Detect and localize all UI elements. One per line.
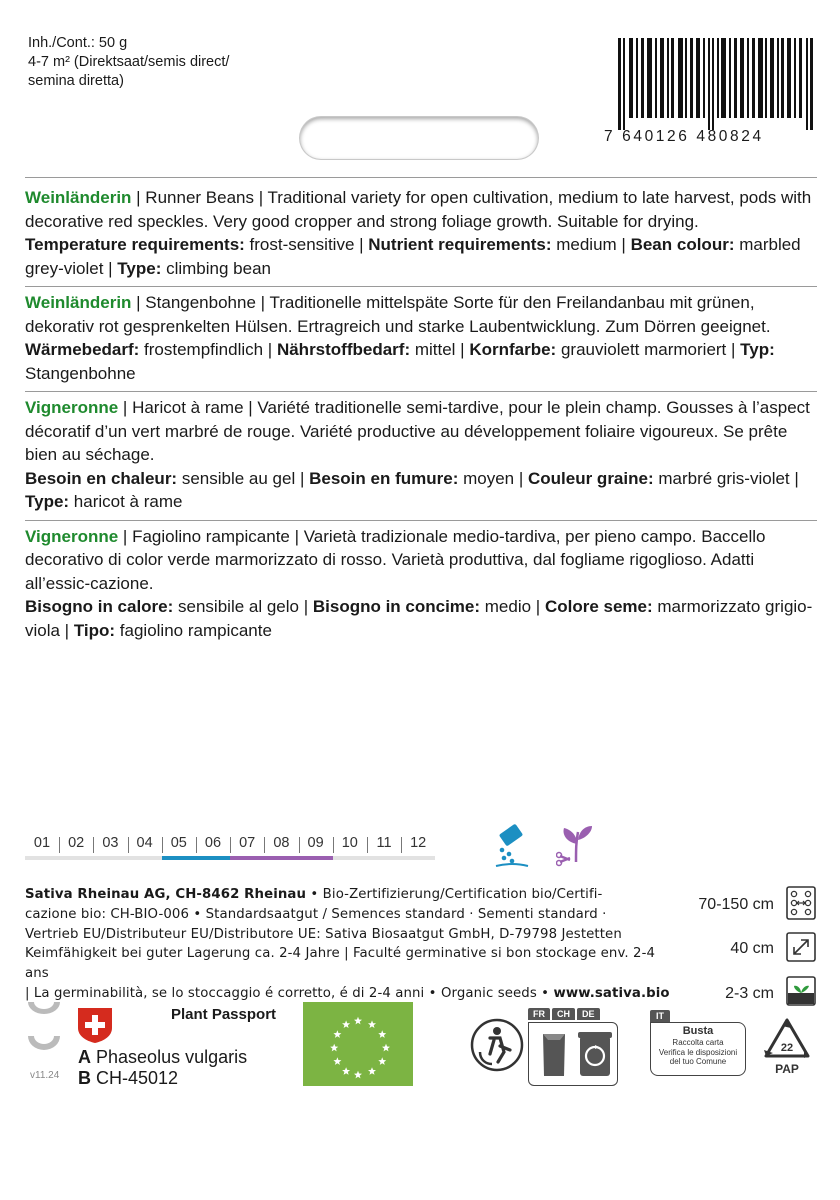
passport-b-value: CH-45012 bbox=[96, 1068, 179, 1088]
month-separator bbox=[401, 837, 402, 853]
month-separator bbox=[128, 837, 129, 853]
month-separator bbox=[59, 837, 60, 853]
sowing-calendar bbox=[25, 835, 435, 865]
company-line1: • Bio-Zertifizierung/Certification bio/Certifi- bbox=[306, 887, 603, 902]
busta-title: Busta bbox=[682, 1025, 714, 1037]
section-fr bbox=[25, 391, 817, 520]
version-label: v11.24 bbox=[30, 1070, 60, 1081]
attr-label: Nährstoffbedarf: bbox=[276, 340, 411, 359]
month-separator bbox=[93, 837, 94, 853]
swiss-flag-icon bbox=[76, 1006, 114, 1044]
attr-value: marbré gris-violet | bbox=[653, 468, 799, 488]
section-en bbox=[25, 177, 817, 286]
harvest-icon bbox=[556, 822, 598, 868]
variety-name: Weinländerin bbox=[25, 293, 132, 312]
attr-label: Bisogno in concime: bbox=[312, 597, 481, 616]
variety-name: Vigneronne bbox=[25, 526, 119, 546]
company-website: www.sativa.bio bbox=[553, 985, 670, 1001]
sowing-period-bar bbox=[162, 856, 196, 860]
variety-descriptions bbox=[25, 177, 817, 648]
month-separator bbox=[196, 837, 197, 853]
month-label: 04 bbox=[136, 835, 153, 851]
attr-value: haricot à rame bbox=[69, 492, 183, 511]
busta-line2: Verifica le disposizioni bbox=[658, 1047, 738, 1057]
attr-value: mittel | bbox=[410, 340, 470, 359]
variety-description: | Fagiolino rampicante | Varietà tradizionale medio-tardiva, per pieno campo. Baccello decorativo di color verde marmorizzato di rosso. Varietà produttiva, dal fogliame rigoglioso. Adatti all’essic-cazione. bbox=[25, 526, 766, 593]
passport-code bbox=[78, 1068, 178, 1089]
recycling-bin-icon bbox=[578, 1030, 612, 1078]
country-tabs bbox=[528, 1008, 618, 1020]
company-name: Sativa Rheinau AG, CH-8462 Rheinau bbox=[25, 887, 307, 902]
passport-species bbox=[78, 1047, 247, 1068]
busta-info bbox=[650, 1010, 746, 1076]
barcode-number: 7 640126 480824 bbox=[604, 128, 764, 145]
attr-label: Bisogno in calore: bbox=[25, 597, 174, 616]
attr-label: Colore seme: bbox=[544, 597, 653, 616]
attr-value: climbing bean bbox=[161, 258, 271, 278]
barcode bbox=[618, 38, 814, 130]
variety-name: Weinländerin bbox=[25, 188, 132, 207]
plant-spacing-icon bbox=[786, 932, 816, 962]
company-line2: cazione bio: CH-BIO-006 • Standardsaatgut / Semences standard · Sementi standard · bbox=[25, 906, 607, 922]
company-line4: Keimfähigkeit bei guter Lagerung ca. 2-4 Jahre | Faculté germinative si bon stockage env. 2-4 ans bbox=[25, 946, 656, 982]
attr-label: Bean colour: bbox=[630, 235, 735, 254]
attr-value: frostempfindlich | bbox=[139, 340, 277, 359]
variety-description: | Runner Beans | Traditional variety for open cultivation, medium to late harvest, pods with decorative red speckles. Very good cropper and strong foliage growth. Suitable for drying. bbox=[25, 188, 812, 231]
attr-label: Kornfarbe: bbox=[469, 340, 557, 359]
sowing-depth-icon bbox=[786, 976, 816, 1006]
passport-a-value: Phaseolus vulgaris bbox=[96, 1047, 248, 1067]
sowing-depth: 2-3 cm bbox=[725, 985, 774, 1002]
month-label: 10 bbox=[341, 835, 358, 851]
busta-line3: del tuo Comune bbox=[669, 1057, 727, 1066]
variety-name: Vigneronne bbox=[25, 398, 119, 417]
month-separator bbox=[230, 837, 231, 853]
month-label: 11 bbox=[376, 835, 392, 851]
passport-b-label: B bbox=[78, 1068, 91, 1088]
passport-a-label: A bbox=[78, 1047, 91, 1067]
attr-value: sensible au gel | bbox=[177, 468, 310, 488]
triman-icon bbox=[470, 1018, 524, 1072]
area-line-2: semina diretta) bbox=[28, 73, 124, 89]
company-line3: Vertrieb EU/Distributeur EU/Distributore UE: Sativa Biosaatgut GmbH, D-79798 Jestetten bbox=[25, 926, 622, 942]
attr-label: Type: bbox=[25, 492, 70, 511]
month-label: 09 bbox=[307, 835, 324, 851]
month-label: 07 bbox=[239, 835, 256, 851]
hang-hole bbox=[300, 117, 538, 159]
month-label: 02 bbox=[68, 835, 85, 851]
moon-phase-icon bbox=[26, 1000, 62, 1068]
section-de bbox=[25, 286, 817, 391]
attr-value: marmorizzato grigio-viola | bbox=[25, 597, 813, 640]
attr-label: Type: bbox=[117, 258, 162, 278]
month-label: 08 bbox=[273, 835, 290, 851]
company-line5: | La germinabilità, se lo stoccaggio é corretto, é di 2-4 anni • Organic seeds • bbox=[25, 985, 554, 1001]
attr-value: frost-sensitive | bbox=[244, 235, 369, 254]
company-info bbox=[25, 885, 670, 1004]
attr-label: Temperature requirements: bbox=[25, 235, 245, 254]
month-label: 05 bbox=[170, 835, 187, 851]
country-tab: CH bbox=[552, 1008, 575, 1020]
attr-value: grauviolett marmoriert | bbox=[556, 340, 741, 359]
pap-label: PAP bbox=[775, 1062, 799, 1076]
attr-value: medio | bbox=[480, 597, 545, 616]
busta-line1: Raccolta carta bbox=[672, 1038, 724, 1047]
variety-description: | Haricot à rame | Variété traditionelle semi-tardive, pour le plein champ. Gousses à l’aspect décoratif d’un vert marbré de rouge. Variété productive au développement foliaire vigoureux. Se prête bien au séchage. bbox=[25, 398, 810, 464]
country-sorting-block bbox=[528, 1008, 618, 1086]
attr-value: fagiolino rampicante bbox=[115, 620, 272, 640]
month-label: 01 bbox=[33, 835, 51, 851]
month-label: 12 bbox=[410, 835, 427, 851]
attr-value: Stangenbohne bbox=[25, 363, 136, 383]
row-spacing: 70-150 cm bbox=[698, 896, 774, 913]
attr-label: Besoin en fumure: bbox=[309, 468, 459, 488]
attr-label: Tipo: bbox=[73, 620, 116, 640]
attr-label: Typ: bbox=[740, 340, 775, 359]
attr-label: Besoin en chaleur: bbox=[25, 468, 178, 488]
area-line-1: 4-7 m² (Direktsaat/semis direct/ bbox=[28, 54, 230, 70]
month-separator bbox=[333, 837, 334, 853]
month-separator bbox=[299, 837, 300, 853]
attr-label: Couleur graine: bbox=[527, 468, 654, 488]
month-separator bbox=[264, 837, 265, 853]
harvest-period-bar bbox=[230, 856, 264, 860]
row-spacing-icon bbox=[786, 886, 816, 920]
month-separator bbox=[162, 837, 163, 853]
harvest-period-bar bbox=[299, 856, 333, 860]
pap-number: 22 bbox=[780, 1042, 794, 1054]
plant-spacing: 40 cm bbox=[730, 940, 774, 957]
watering-can-icon bbox=[492, 822, 532, 870]
country-tab: FR bbox=[528, 1008, 550, 1020]
country-tab: DE bbox=[577, 1008, 600, 1020]
it-tab: IT bbox=[650, 1010, 670, 1022]
attr-value: sensibile al gelo | bbox=[173, 597, 313, 616]
variety-description: | Stangenbohne | Traditionelle mittelspäte Sorte für den Freilandanbau mit grünen, dekorativ rot gesprenkelten Hülsen. Ertragreich und starke Laubentwicklung. Zum Dörren geeignet. bbox=[25, 293, 771, 336]
harvest-period-bar bbox=[264, 856, 298, 860]
section-it bbox=[25, 520, 817, 649]
plant-passport-title: Plant Passport bbox=[171, 1006, 277, 1023]
month-label: 06 bbox=[204, 835, 222, 851]
net-content: Inh./Cont.: 50 g bbox=[28, 35, 128, 51]
pap-recycle-icon bbox=[758, 1016, 816, 1076]
eu-organic-logo bbox=[303, 1002, 413, 1086]
sowing-period-bar bbox=[196, 856, 230, 860]
month-label: 03 bbox=[102, 835, 119, 851]
busta-box bbox=[650, 1022, 746, 1076]
month-separator bbox=[367, 837, 368, 853]
paper-bag-icon bbox=[540, 1030, 568, 1078]
package-info bbox=[28, 34, 229, 91]
attr-value: medium | bbox=[551, 235, 631, 254]
attr-value: marbled grey-violet | bbox=[25, 235, 801, 278]
attr-value: moyen | bbox=[458, 468, 528, 488]
attr-label: Wärmebedarf: bbox=[25, 340, 140, 359]
attr-label: Nutrient requirements: bbox=[368, 235, 552, 254]
